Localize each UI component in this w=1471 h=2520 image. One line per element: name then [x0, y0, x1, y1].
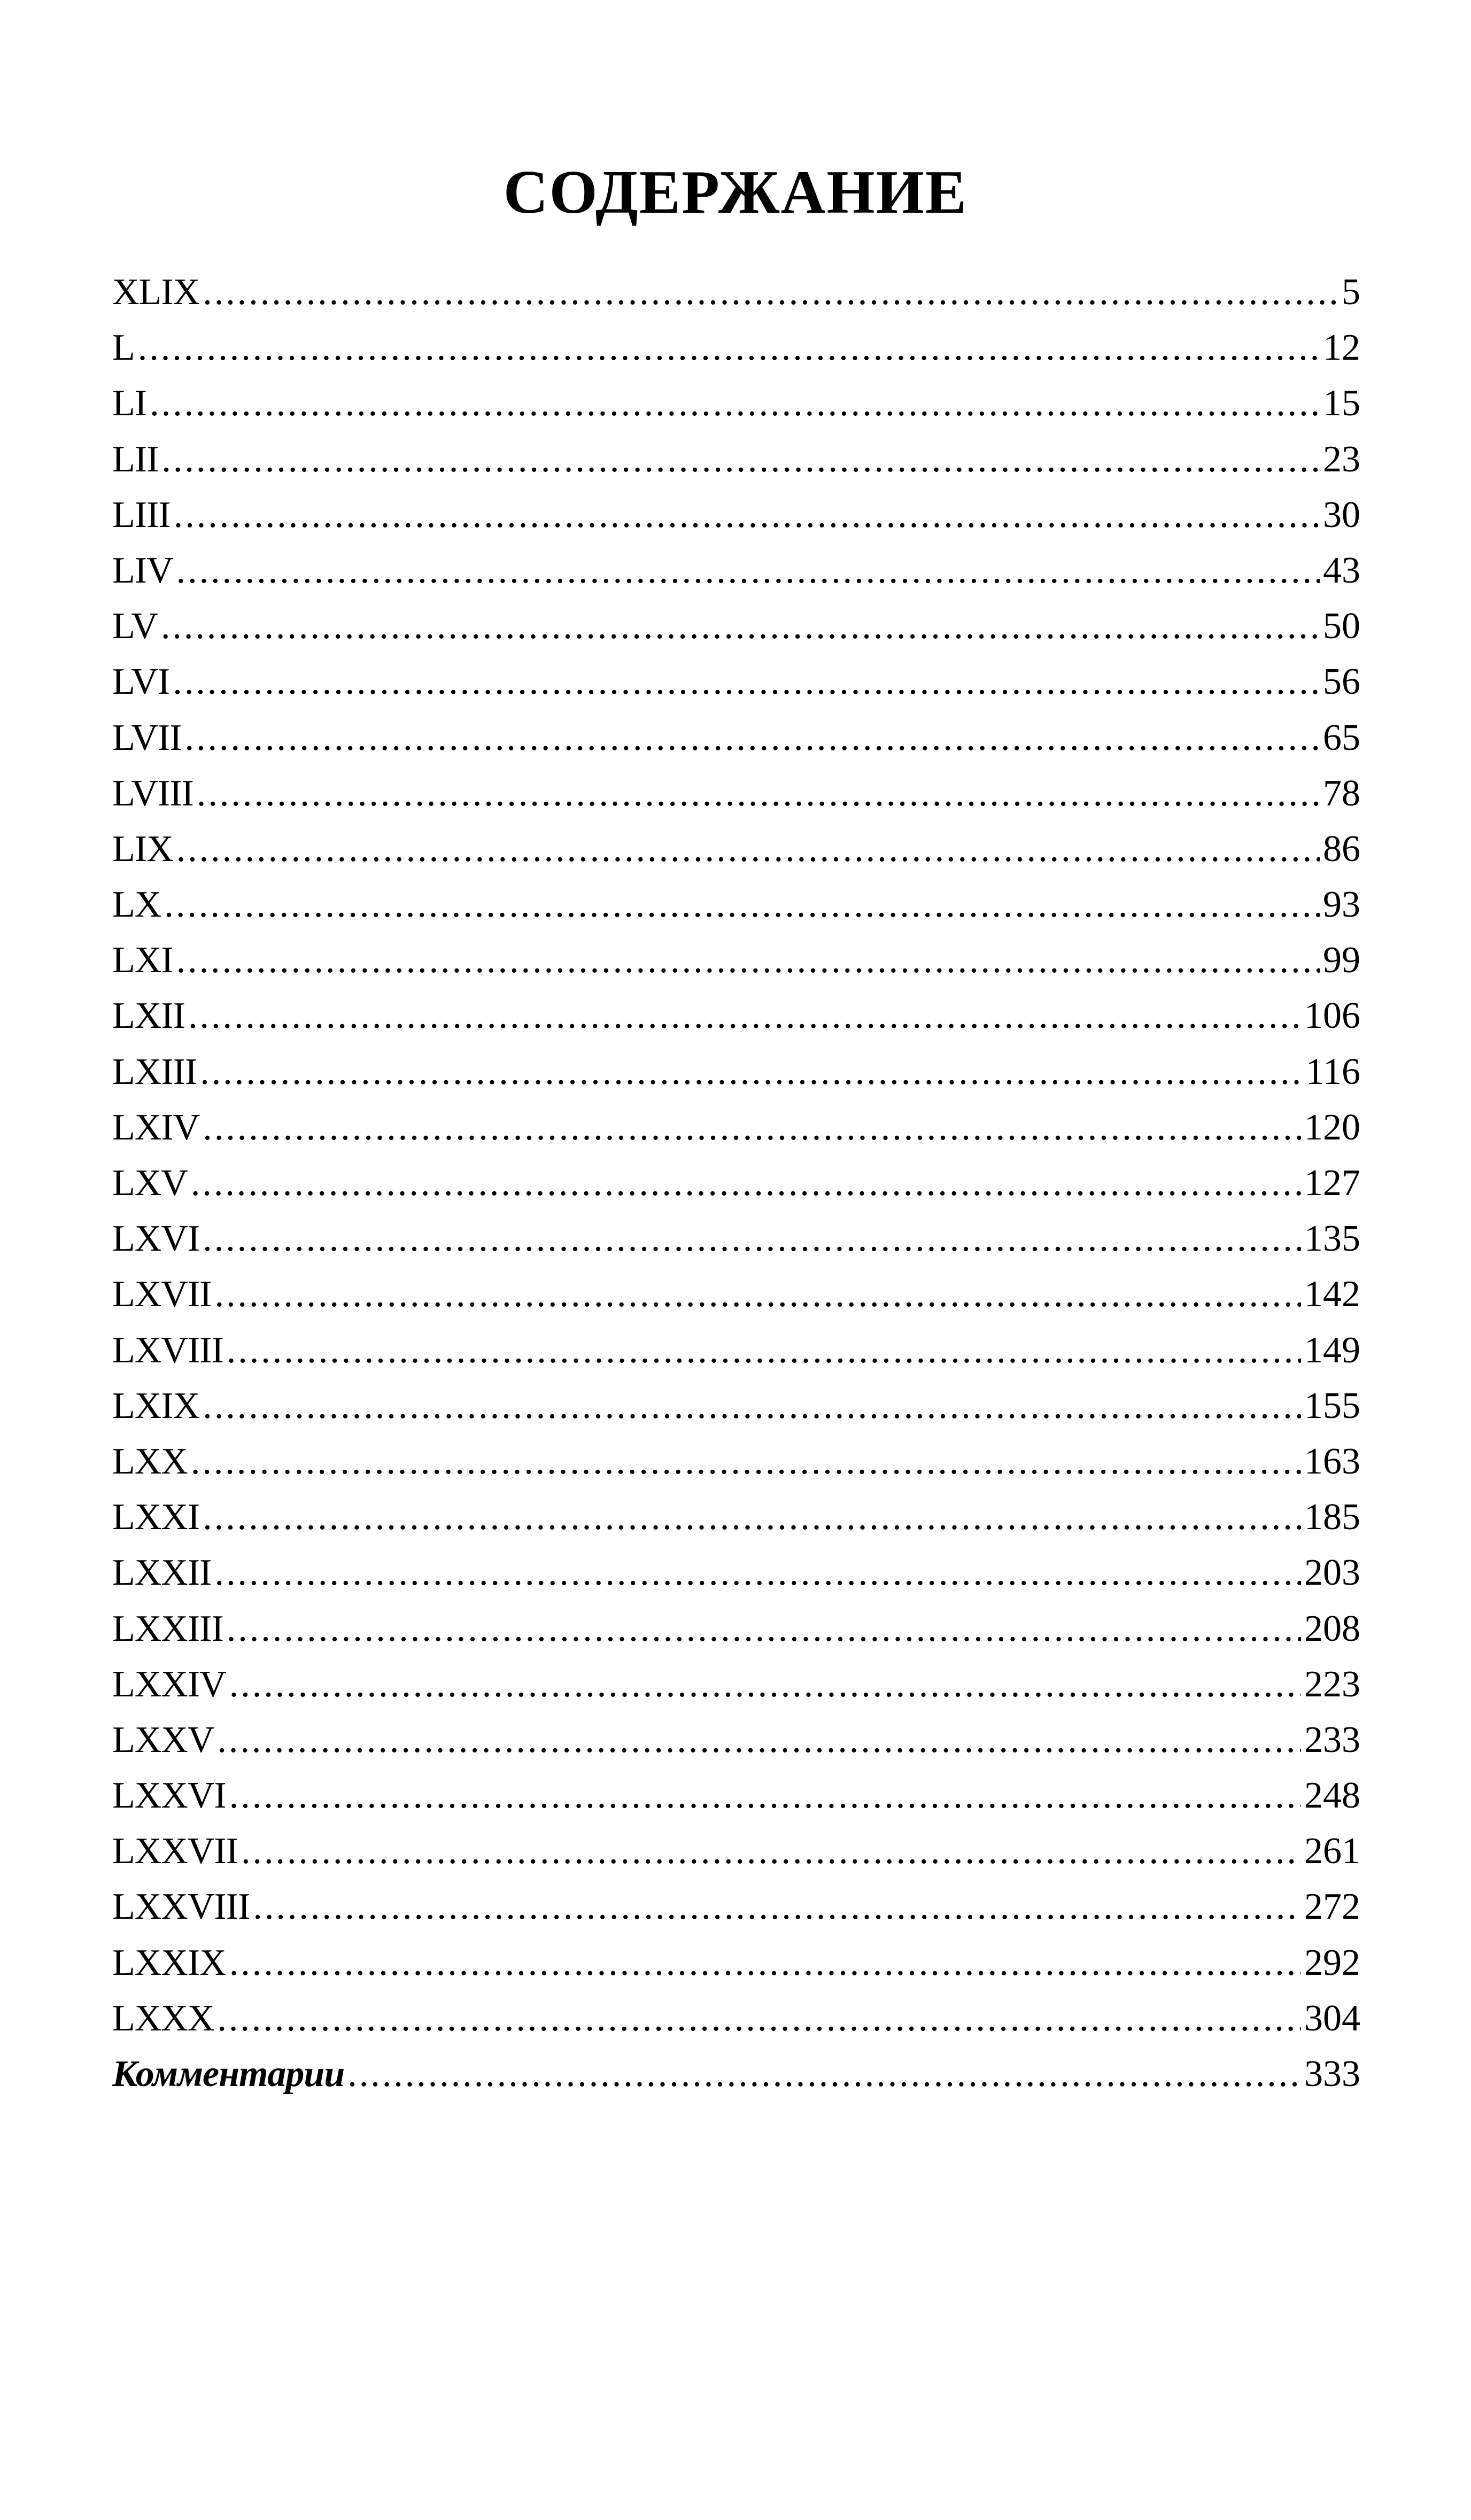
dot-leader	[241, 1824, 1301, 1879]
toc-entry-page-number: 50	[1323, 606, 1360, 647]
toc-entry-page-number: 15	[1323, 383, 1360, 424]
toc-entry-label: LXIV	[112, 1106, 200, 1148]
toc-entry-label: LII	[112, 438, 159, 480]
toc-entry-page-number: 142	[1304, 1274, 1360, 1315]
toc-entry-page-number: 65	[1323, 717, 1360, 758]
toc-entry-label: LXXVIII	[112, 1886, 250, 1928]
toc-entry	[112, 1712, 1360, 1768]
toc-entry-label: LXXII	[112, 1552, 212, 1594]
toc-entry-label: LXXX	[112, 1997, 214, 2039]
toc-entry	[112, 1100, 1360, 1156]
toc-entry-page-number: 233	[1304, 1719, 1360, 1761]
toc-entry-page-number: 223	[1304, 1663, 1360, 1705]
toc-entry-page-number: 163	[1304, 1440, 1360, 1482]
toc-entry-label: LVII	[112, 717, 182, 758]
toc-entry	[112, 1490, 1360, 1545]
dot-leader	[173, 654, 1320, 710]
toc-entry	[112, 265, 1360, 320]
dot-leader	[188, 988, 1301, 1044]
toc-entry-label: LIX	[112, 828, 173, 870]
dot-leader	[203, 1211, 1301, 1267]
dot-leader	[203, 265, 1338, 320]
toc-entry-label: LXXI	[112, 1497, 200, 1538]
toc-entry-page-number: 185	[1304, 1497, 1360, 1538]
toc-entry-page-number: 43	[1323, 549, 1360, 591]
toc-entry-page-number: 99	[1323, 940, 1360, 981]
toc-entry-label: LX	[112, 884, 161, 926]
dot-leader	[253, 1879, 1301, 1935]
toc-entry-label: LXVII	[112, 1274, 212, 1315]
toc-entry	[112, 1434, 1360, 1490]
toc-entry-label: LXIX	[112, 1385, 200, 1426]
toc-entry-label: LXXIII	[112, 1608, 223, 1649]
dot-leader	[214, 1545, 1301, 1601]
toc-entry	[112, 933, 1360, 988]
toc-entry-page-number: 208	[1304, 1608, 1360, 1649]
toc-entry	[112, 877, 1360, 933]
toc-entry-label: LXXVI	[112, 1775, 226, 1817]
dot-leader	[176, 821, 1320, 877]
toc-entry-label: LXII	[112, 995, 185, 1037]
toc-entry-label: LXVI	[112, 1218, 200, 1260]
toc-entry-label: LXIII	[112, 1051, 197, 1092]
toc-entry-label: LXI	[112, 940, 173, 981]
dot-leader	[200, 1044, 1302, 1100]
table-of-contents	[112, 265, 1360, 2102]
dot-leader	[176, 933, 1320, 988]
dot-leader	[203, 1490, 1301, 1545]
dot-leader	[227, 1323, 1301, 1378]
dot-leader	[214, 1267, 1301, 1322]
dot-leader	[161, 432, 1320, 487]
toc-entry-page-number: 106	[1304, 995, 1360, 1037]
toc-entry-page-number: 116	[1305, 1051, 1360, 1092]
dot-leader	[229, 1935, 1301, 1991]
toc-entry	[112, 988, 1360, 1044]
toc-entry-label: LXVIII	[112, 1329, 223, 1371]
toc-entry	[112, 1824, 1360, 1879]
toc-entry	[112, 654, 1360, 710]
toc-entry-page-number: 56	[1323, 661, 1360, 703]
toc-entry-page-number: 155	[1304, 1385, 1360, 1426]
dot-leader	[229, 1768, 1301, 1824]
toc-entry-label: LIII	[112, 494, 171, 536]
toc-entry	[112, 821, 1360, 877]
dot-leader	[161, 599, 1320, 654]
dot-leader	[191, 1434, 1301, 1490]
toc-entry-page-number: 127	[1304, 1162, 1360, 1204]
toc-entry-label: LXX	[112, 1440, 188, 1482]
toc-entry	[112, 1991, 1360, 2046]
toc-entry	[112, 2046, 1360, 2102]
dot-leader	[150, 376, 1320, 431]
toc-entry	[112, 1768, 1360, 1824]
toc-entry-page-number: 203	[1304, 1552, 1360, 1594]
toc-entry	[112, 1378, 1360, 1434]
toc-entry	[112, 1601, 1360, 1657]
toc-entry	[112, 1935, 1360, 1991]
dot-leader	[197, 766, 1320, 821]
toc-entry-page-number: 78	[1323, 772, 1360, 814]
toc-entry-page-number: 261	[1304, 1831, 1360, 1872]
toc-entry-page-number: 248	[1304, 1775, 1360, 1817]
toc-entry-label: LXXV	[112, 1719, 214, 1761]
dot-leader	[227, 1601, 1301, 1657]
page-title: СОДЕРЖАНИЕ	[503, 158, 968, 227]
toc-entry-page-number: 23	[1323, 438, 1360, 480]
toc-entry-page-number: 304	[1304, 1997, 1360, 2039]
dot-leader	[203, 1100, 1301, 1156]
dot-leader	[185, 710, 1320, 766]
toc-entry	[112, 1211, 1360, 1267]
toc-entry-label: L	[112, 327, 135, 369]
toc-entry	[112, 1545, 1360, 1601]
dot-leader	[229, 1657, 1301, 1712]
dot-leader	[176, 543, 1320, 599]
toc-entry	[112, 1267, 1360, 1322]
toc-entry-label: LIV	[112, 549, 173, 591]
toc-entry	[112, 1879, 1360, 1935]
toc-entry	[112, 487, 1360, 543]
toc-entry-page-number: 5	[1342, 272, 1360, 313]
dot-leader	[217, 1712, 1301, 1768]
toc-entry	[112, 710, 1360, 766]
toc-entry	[112, 599, 1360, 654]
toc-entry	[112, 320, 1360, 376]
toc-entry-label: LVI	[112, 661, 170, 703]
toc-entry-page-number: 30	[1323, 494, 1360, 536]
dot-leader	[347, 2046, 1301, 2102]
toc-entry-page-number: 272	[1304, 1886, 1360, 1928]
toc-entry	[112, 376, 1360, 431]
toc-entry-label: LV	[112, 606, 158, 647]
toc-entry-label: LVIII	[112, 772, 193, 814]
toc-entry-page-number: 12	[1323, 327, 1360, 369]
dot-leader	[191, 1156, 1301, 1211]
toc-entry	[112, 1657, 1360, 1712]
toc-entry-page-number: 135	[1304, 1218, 1360, 1260]
dot-leader	[203, 1378, 1301, 1434]
toc-entry-page-number: 93	[1323, 884, 1360, 926]
toc-entry	[112, 766, 1360, 821]
dot-leader	[164, 877, 1320, 933]
toc-entry-label: Комментарии	[112, 2053, 345, 2095]
toc-entry-page-number: 292	[1304, 1942, 1360, 1983]
toc-entry-label: XLIX	[112, 272, 200, 313]
toc-entry	[112, 1323, 1360, 1378]
toc-entry-label: LXXIV	[112, 1663, 226, 1705]
toc-entry-label: LXXIX	[112, 1942, 226, 1983]
toc-entry-page-number: 333	[1304, 2053, 1360, 2095]
toc-entry	[112, 1156, 1360, 1211]
toc-entry-label: LXXVII	[112, 1831, 238, 1872]
toc-entry	[112, 1044, 1360, 1100]
dot-leader	[174, 487, 1320, 543]
toc-entry	[112, 432, 1360, 487]
toc-entry	[112, 543, 1360, 599]
dot-leader	[217, 1991, 1301, 2046]
toc-entry-page-number: 86	[1323, 828, 1360, 870]
toc-entry-label: LXV	[112, 1162, 188, 1204]
toc-entry-page-number: 120	[1304, 1106, 1360, 1148]
toc-entry-label: LI	[112, 383, 147, 424]
toc-entry-page-number: 149	[1304, 1329, 1360, 1371]
dot-leader	[138, 320, 1320, 376]
